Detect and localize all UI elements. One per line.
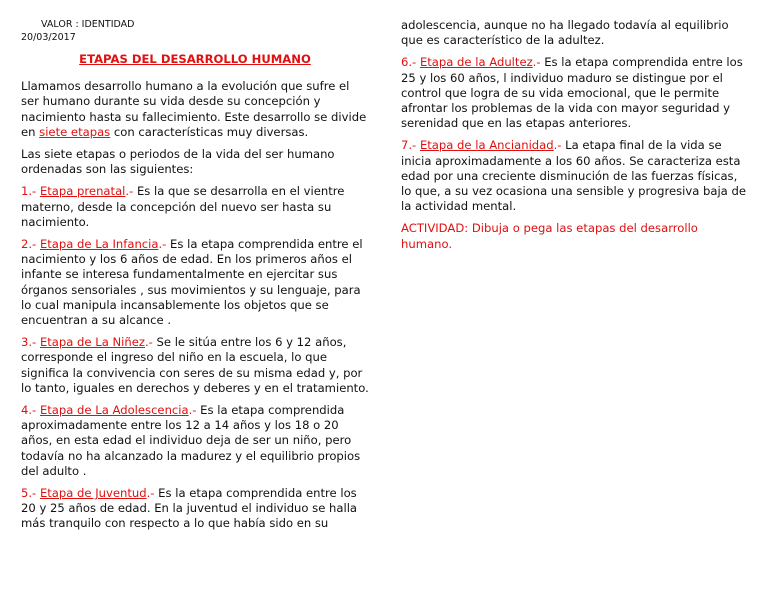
stage-paragraph [21,403,369,479]
stage-link-adultez[interactable]: Etapa de la Adultez [419,55,533,70]
stage-separator: .- [532,55,541,70]
stage-number: 4.- [21,403,40,418]
activity-paragraph: ACTIVIDAD: Dibuja o pega las etapas del desarrollo humano. [401,221,698,251]
document-header [21,18,134,44]
stage-paragraph [21,486,369,532]
stage-link-infancia[interactable]: Etapa de La Infancia [39,237,159,252]
stage-separator: .- [553,138,562,153]
stage-number: 7.- [401,138,420,153]
stage-link-ninez[interactable]: Etapa de La Niñez [39,335,145,350]
stage-description: Es la etapa comprendida entre el nacimiento y los 6 años de edad. En los primeros años el infante se interesa fundamentalmente en ejercitar sus órganos sensoriales , sus movimientos y su lenguaje, para lo cual manipula incansablemente los objetos que se encuentran a su alcance . [21,237,363,328]
siete-etapas-link[interactable]: siete etapas [39,124,111,139]
page-title: ETAPAS DEL DESARROLLO HUMANO [79,52,311,66]
stage-paragraph [21,335,369,396]
valor-label: VALOR : IDENTIDAD [41,19,135,30]
stage-description: La etapa final de la vida se inicia aproximadamente a los 60 años. Se caracteriza esta edad por una creciente disminución de las fuerzas físicas, lo que, a su vez ocasiona una sensible y progresiva baja de la actividad mental. [401,138,746,214]
date-label: 20/03/2017 [21,32,76,43]
stage-number: 1.- [21,184,40,199]
stage-number: 6.- [401,55,420,70]
stage-description: Es la etapa comprendida aproximadamente entre los 12 a 14 años y los 18 o 20 años, en esta edad el individuo deja de ser un niño, pero todavía no ha alcanzado la madurez y el equilibrio propios del adulto . [21,403,361,478]
stage-link-juventud[interactable]: Etapa de Juventud [39,486,147,501]
stage-separator: .- [158,237,167,252]
stage-link-prenatal[interactable]: Etapa prenatal [39,184,126,199]
stage-description: Se le sitúa entre los 6 y 12 años, corresponde el ingreso del niño en la escuela, lo que significa la convivencia con seres de su misma edad y, por lo tanto, iguales en derechos y deberes y en el tratamiento. [21,335,369,395]
stage-number: 2.- [21,237,40,252]
intro-paragraph-2: Las siete etapas o periodos de la vida del ser humano ordenadas son las siguientes: [21,147,335,177]
stage-separator: .- [188,403,197,418]
stage-paragraph [401,138,751,214]
intro-text-end: con características muy diversas. [110,124,309,139]
intro-paragraph [21,79,369,140]
stage-number: 5.- [21,486,40,501]
continuation-paragraph: adolescencia, aunque no ha llegado todavía al equilibrio que es característico de la adultez. [401,18,729,48]
stage-paragraph [401,55,751,131]
stage-paragraph [21,237,369,328]
intro-text: Llamamos desarrollo humano a la evolución que sufre el ser humano durante su vida desde su concepción y nacimiento hasta su fallecimiento. Este desarrollo se divide en [21,79,367,139]
stage-description: Es la etapa comprendida entre los 25 y los 60 años, l individuo maduro se distingue por el control que logra de su vida emocional, que le permite afrontar los problemas de la vida con mayor seguridad y serenidad que en las etapas anteriores. [401,55,743,131]
stage-description: Es la que se desarrolla en el vientre materno, desde la concepción del nuevo ser hasta su nacimiento. [21,184,345,229]
stage-separator: .- [144,335,153,350]
stage-link-adolescencia[interactable]: Etapa de La Adolescencia [39,403,189,418]
stage-separator: .- [125,184,134,199]
stage-paragraph [21,184,369,230]
left-column [21,52,369,539]
stage-number: 3.- [21,335,40,350]
right-column [401,18,751,259]
stage-description: Es la etapa comprendida entre los 20 y 25 años de edad. En la juventud el individuo se halla más tranquilo con respecto a lo que había sido en su [21,486,358,531]
stage-separator: .- [146,486,155,501]
stage-link-ancianidad[interactable]: Etapa de la Ancianidad [419,138,554,153]
